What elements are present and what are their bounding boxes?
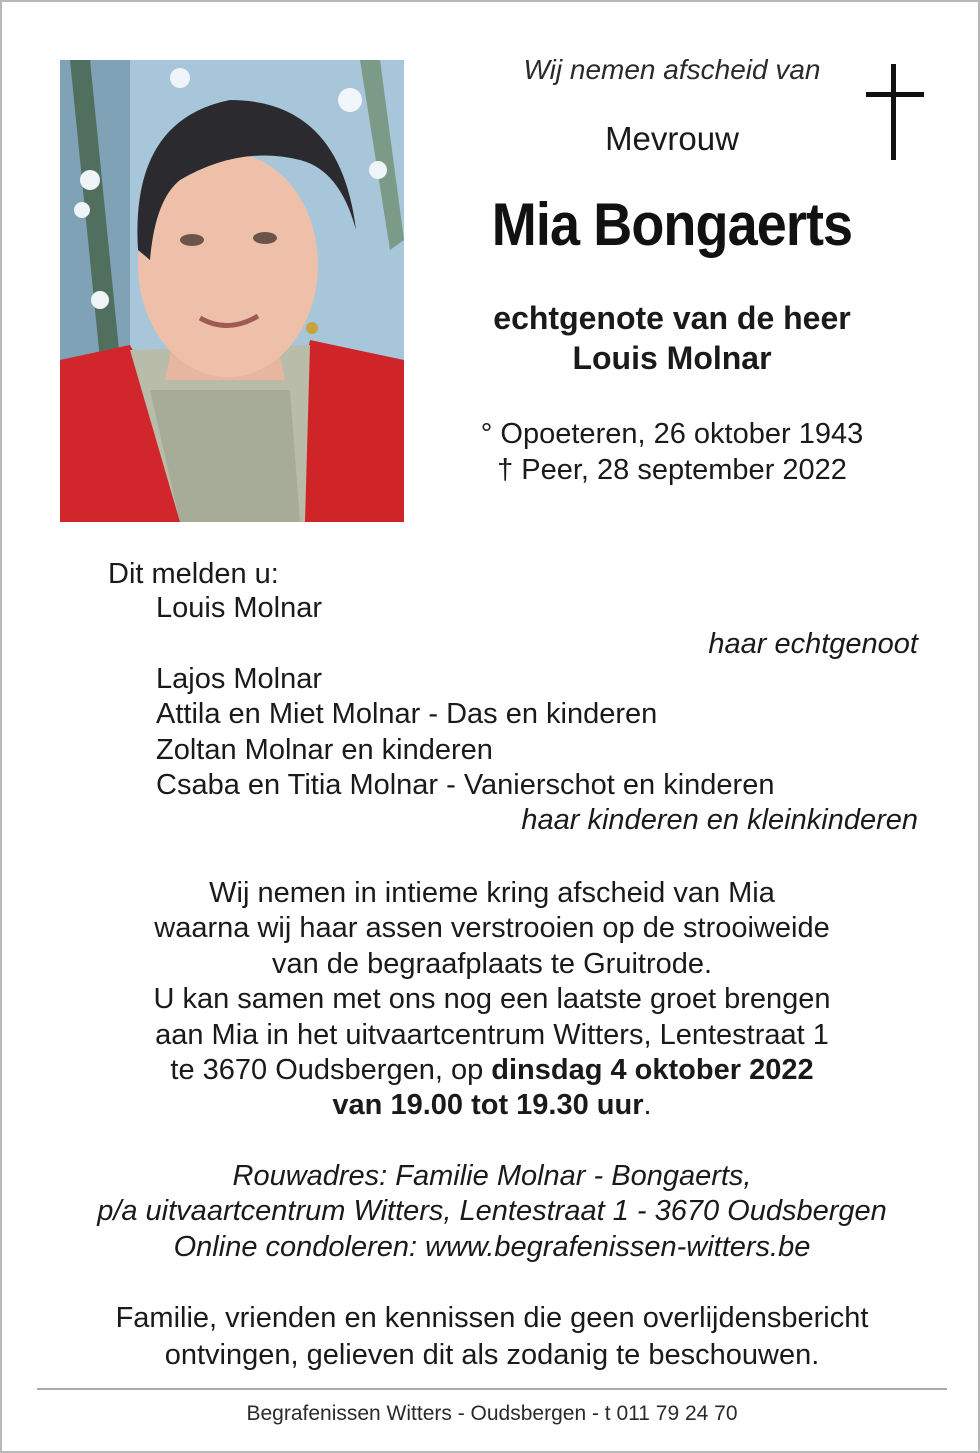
ceremony-time-suffix: . (643, 1089, 652, 1122)
family-child: Zoltan Molnar en kinderen (156, 734, 493, 766)
announce-text: Dit melden u: (108, 558, 279, 590)
ceremony-line (42, 1088, 942, 1123)
ceremony-line: waarna wij haar assen verstrooien op de strooiweide (154, 912, 830, 945)
family-child: Attila en Miet Molnar - Das en kinderen (156, 698, 658, 730)
ceremony-line: U kan samen met ons nog een laatste groet brengen (153, 983, 831, 1016)
ceremony-time: van 19.00 tot 19.30 uur (332, 1089, 644, 1122)
spouse-line-1: echtgenote van de heer (493, 300, 851, 336)
address-line: p/a uitvaartcentrum Witters, Lentestraat 1 - 3670 Oudsbergen (97, 1195, 887, 1228)
ceremony-line (42, 1053, 942, 1088)
ceremony-text (42, 876, 942, 1124)
ceremony-line: aan Mia in het uitvaartcentrum Witters, Lentestraat 1 (155, 1018, 829, 1051)
deceased-name: Mia Bongaerts (491, 191, 853, 258)
spouse-line-2: Louis Molnar (572, 340, 772, 376)
closing-line: ontvingen, gelieven dit als zodanig te beschouwen. (164, 1339, 820, 1371)
address-line: Rouwadres: Familie Molnar - Bongaerts, (232, 1160, 752, 1192)
ceremony-line: Wij nemen in intieme kring afscheid van Mia (209, 877, 775, 909)
closing-notice (42, 1300, 942, 1374)
closing-line: Familie, vrienden en kennissen die geen overlijdensbericht (115, 1302, 869, 1334)
honorific: Mevrouw (605, 120, 739, 157)
children-relation-label: haar kinderen en kleinkinderen (521, 804, 918, 836)
footer-divider (37, 1388, 947, 1390)
family-spouse: Louis Molnar (156, 592, 323, 624)
family-child: Csaba en Titia Molnar - Vanierschot en kinderen (156, 769, 775, 801)
intro-text: Wij nemen afscheid van (523, 54, 821, 85)
condolence-link: Online condoleren: www.begrafenissen-witters.be (173, 1230, 811, 1263)
death-date: † Peer, 28 september 2022 (497, 454, 847, 486)
portrait-photo (60, 60, 404, 522)
family-child: Lajos Molnar (156, 663, 323, 695)
spouse-relation-label: haar echtgenoot (708, 628, 918, 660)
ceremony-line: van de begraafplaats te Gruitrode. (271, 947, 713, 980)
birth-date: ° Opoeteren, 26 oktober 1943 (480, 418, 864, 450)
ceremony-date: dinsdag 4 oktober 2022 (491, 1054, 814, 1087)
life-dates (432, 416, 912, 488)
spouse-info (432, 298, 912, 378)
mourning-address (42, 1159, 942, 1265)
funeral-home-footer: Begrafenissen Witters - Oudsbergen - t 011 79 24 70 (246, 1402, 738, 1425)
ceremony-location: te 3670 Oudsbergen, op (170, 1054, 492, 1087)
